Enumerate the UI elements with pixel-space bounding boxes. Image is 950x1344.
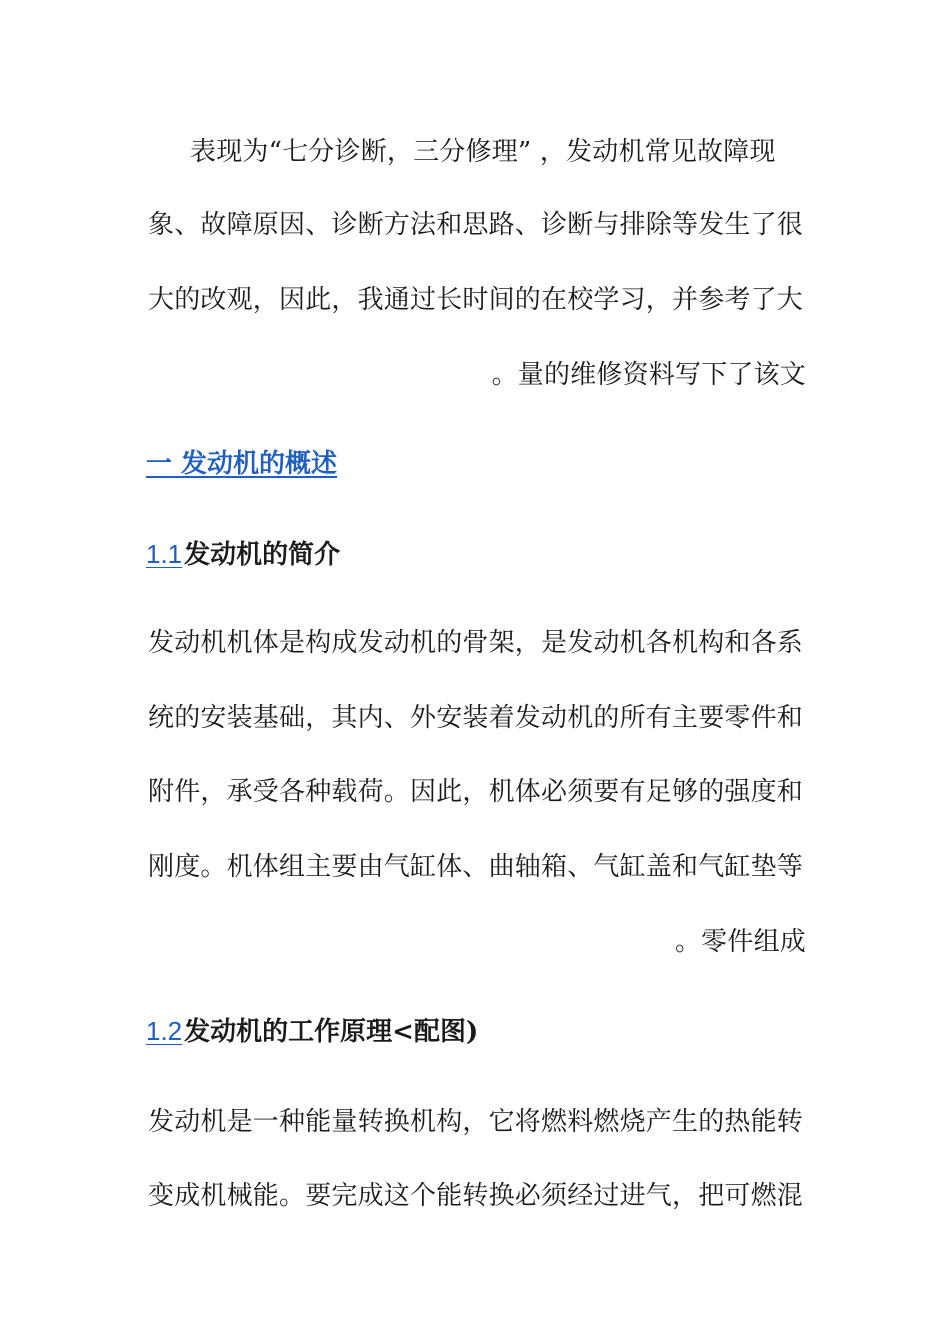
sub1-line-1: 发动机机体是构成发动机的骨架，是发动机各机构和各系: [148, 628, 804, 658]
subsection-heading-1-1: [146, 536, 340, 573]
subsection-number-link[interactable]: 1.1: [146, 539, 183, 569]
subsection-title: 发动机的简介: [184, 540, 341, 570]
sub1-line-4: 刚度。机体组主要由气缸体、曲轴箱、气缸盖和气缸垫等: [148, 852, 804, 882]
sub1-line-5: 。零件组成: [674, 927, 806, 957]
section-heading[interactable]: 一 发动机的概述: [146, 449, 338, 479]
intro-line-2: 象、故障原因、诊断方法和思路、诊断与排除等发生了很: [148, 210, 804, 240]
sub2-line-2: 变成机械能。要完成这个能转换必须经过进气，把可燃混: [148, 1181, 804, 1211]
intro-line-3: 大的改观，因此，我通过长时间的在校学习，并参考了大: [148, 285, 804, 315]
sub2-line-1: 发动机是一种能量转换机构，它将燃料燃烧产生的热能转: [148, 1107, 804, 1137]
subsection-title: 发动机的工作原理<配图): [184, 1017, 479, 1047]
subsection-heading-1-2: [146, 1013, 478, 1050]
intro-line-1: 表现为“七分诊断，三分修理” ，发动机常见故障现: [190, 137, 776, 167]
sub1-line-3: 附件，承受各种载荷。因此，机体必须要有足够的强度和: [148, 777, 804, 807]
intro-line-4: 。量的维修资料写下了该文: [491, 360, 806, 390]
sub1-line-2: 统的安装基础，其内、外安装着发动机的所有主要零件和: [148, 703, 804, 733]
subsection-number-link[interactable]: 1.2: [146, 1016, 183, 1046]
